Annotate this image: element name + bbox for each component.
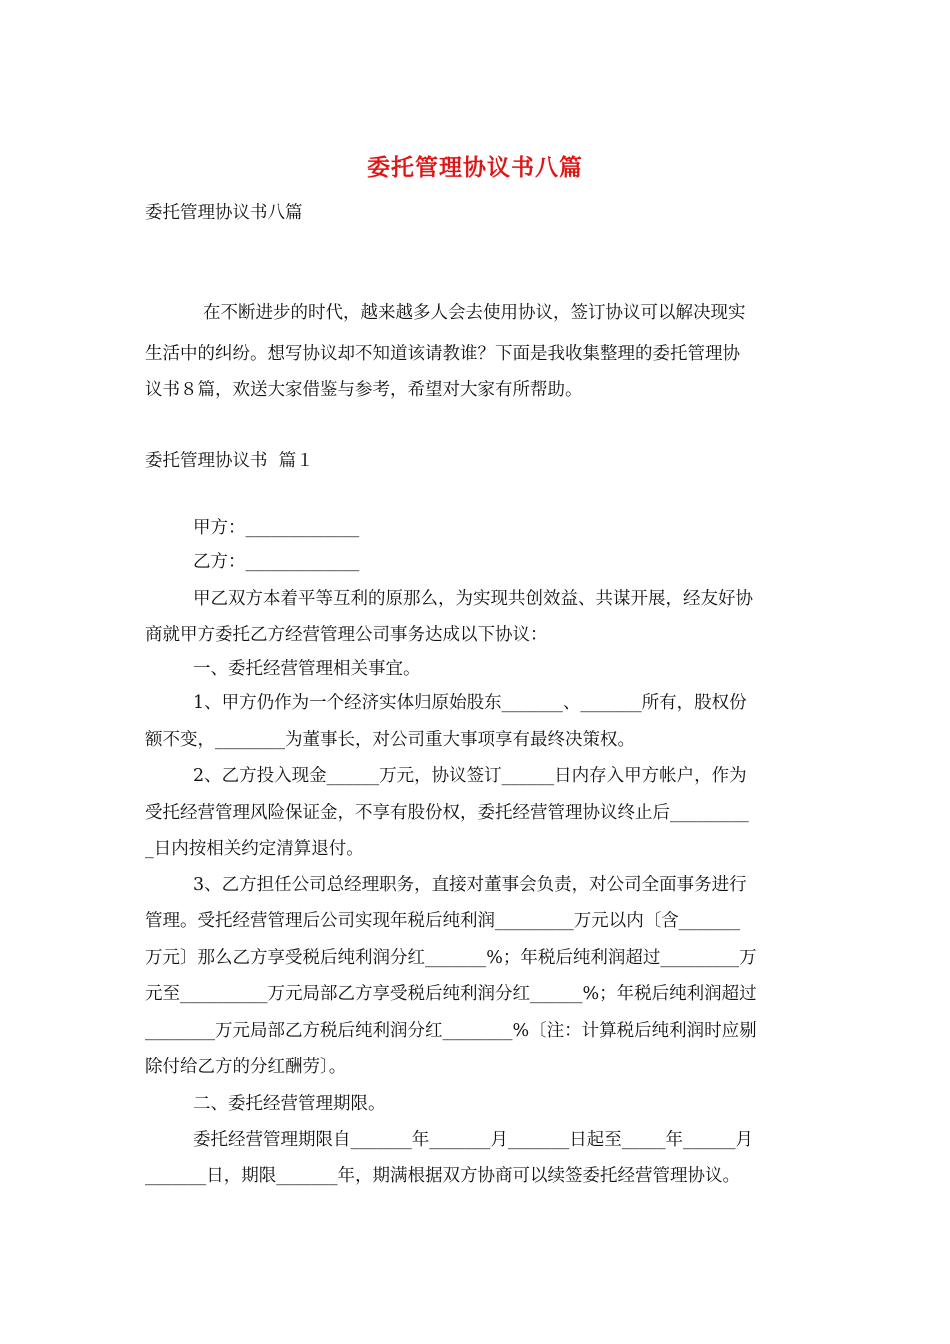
body-line: 万元〕那么乙方享受税后纯利润分红_______%；年税后纯利润超过_________万 (145, 948, 757, 968)
intro-line-2: 生活中的纠纷。想写协议却不知道该请教谁？下面是我收集整理的委托管理协 (145, 344, 740, 364)
section-heading: 委托管理协议书 篇１ (145, 451, 314, 471)
intro-line-1: 在不断进步的时代，越来越多人会去使用协议，签订协议可以解决现实 (203, 303, 746, 323)
body-line: 2、乙方投入现金______万元，协议签订______日内存入甲方帐户，作为 (193, 766, 747, 786)
clause-heading-1: 一、委托经营管理相关事宜。 (193, 659, 421, 679)
body-line: 除付给乙方的分红酬劳〕。 (145, 1057, 347, 1077)
body-line: 3、乙方担任公司总经理职务，直接对董事会负责，对公司全面事务进行 (193, 875, 747, 895)
body-line: ________万元局部乙方税后纯利润分红________%〔注：计算税后纯利润时应剔 (145, 1021, 757, 1041)
document-subtitle: 委托管理协议书八篇 (145, 203, 303, 223)
body-line: _______日，期限_______年，期满根据双方协商可以续签委托经营管理协议。 (145, 1166, 740, 1186)
party-b-line: 乙方：_____________ (193, 552, 360, 572)
body-line: 甲乙双方本着平等互利的原那么，为实现共创效益、共谋开展，经友好协 (193, 589, 753, 609)
party-a-line: 甲方：_____________ (193, 518, 360, 538)
intro-line-3: 议书８篇，欢送大家借鉴与参考，希望对大家有所帮助。 (145, 380, 583, 400)
body-line: 受托经营管理风险保证金，不享有股份权，委托经营管理协议终止后_________ (145, 803, 749, 823)
body-line: 1、甲方仍作为一个经济实体归原始股东_______、_______所有，股权份 (193, 693, 747, 713)
body-line: 商就甲方委托乙方经营管理公司事务达成以下协议： (145, 625, 548, 645)
document-title: 委托管理协议书八篇 (367, 154, 583, 181)
body-line: 管理。受托经营管理后公司实现年税后纯利润_________万元以内〔含_______ (145, 911, 740, 931)
body-line: 额不变，________为董事长，对公司重大事项享有最终决策权。 (145, 730, 635, 750)
body-line: 委托经营管理期限自_______年_______月_______日起至_____年______月 (193, 1130, 753, 1150)
clause-heading-2: 二、委托经营管理期限。 (193, 1094, 386, 1114)
body-line: 元至__________万元局部乙方享受税后纯利润分红______%；年税后纯利润超过 (145, 984, 757, 1004)
body-line: _日内按相关约定清算退付。 (145, 839, 364, 859)
